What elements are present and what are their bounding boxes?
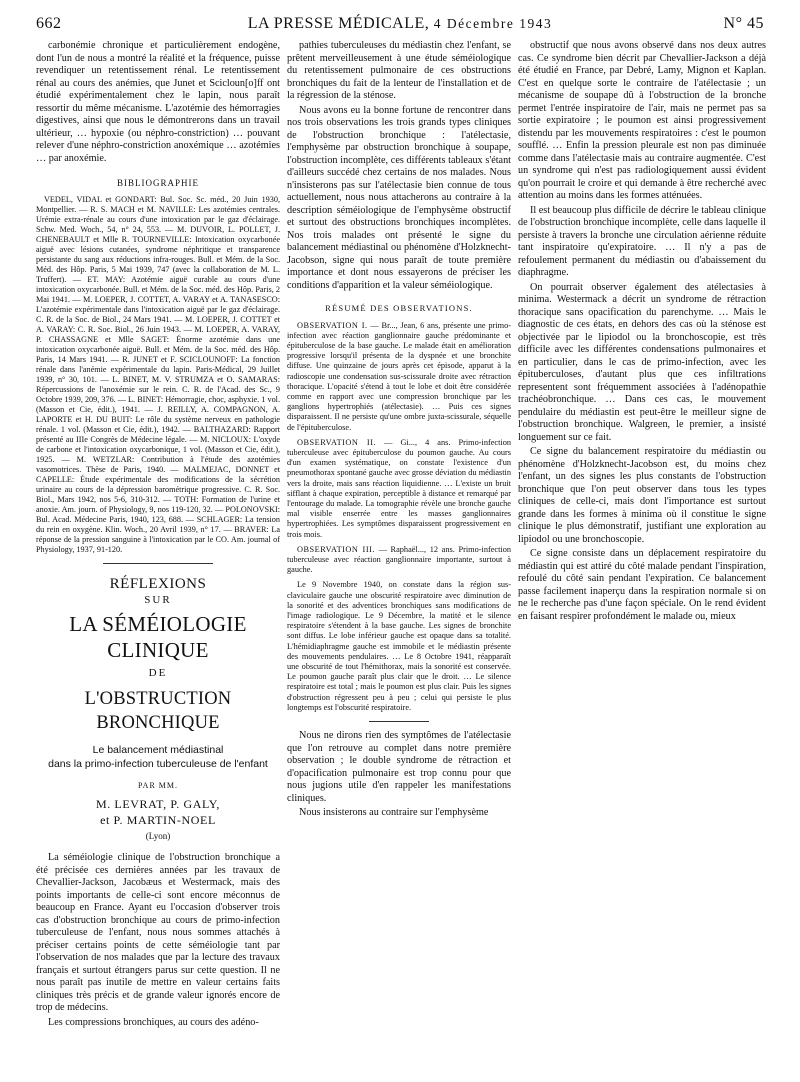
article-title-block <box>36 575 280 843</box>
body-paragraph: Nous insisterons au contraire sur l'emphysème <box>299 807 489 819</box>
section-divider <box>369 721 429 722</box>
bibliography-text: VEDEL, VIDAL et GONDART: Bul. Soc. Sc. méd., 20 Juin 1930, Montpellier. — R. S. MACH et M. NAVILLE: Les azotémies centrales. Urémie extra-rénale au cours d'une intoxication par le gaz d'éclairage. Schw. Med. Woch., 54, n° 24, 553. — M. DUVOIR, L. POLLET, J. CHENEBAULT et Mlle R. TOURNEVILLE: Intoxication oxycarbonée aiguë avec lésions cutanées, syndrome néphritique et transparence persistante du sang aux réductions infra-rouges. Bull. et Mém. de la Soc. Méd. des Hôp. Paris, 5 Mai 1939, 747 (avec la collaboration de M. L. Truffert). — ET. MAY: Azotémie aiguë curable au cours d'une intoxication oxycarbonée. Bull. et Mém. de la Soc. méd. des Hôp. Paris, 2 Mai 1941. — M. LOEPER, J. COTTET, A. VARAY et A. TANASESCO: L'azotémie expérimentale dans l'intoxication aiguë par le gaz d'éclairage. C. R. de la Soc. de Biol., 24 Mars 1941. — M. LOEPER, J. COTTET et A. VARAY: C. R. Soc. Biol., 26 Juin 1943. — M. LOEPER, A. VARAY, P. CHASSAGNE et Mlle SAGET: Énorme azotémie dans une intoxication oxycarbonée aiguë. Bull. et Mém. de la Soc. méd. des Hôp. Paris, 14 Mars 1941. — R. JUNET et F. SCICLOUNOFF: La fonction rénale dans l'anémie expérimentale du lapin. Paris-Médical, 29 Juillet 1939, n° 30, 101. — L. BINET, M. V. STRUMZA et O. SAMARAS: Répercussions de l'anoxémie sur le rein. C. R. de l'Acad. des Sc., 9 Octobre 1939, 209, 376. — L. BINET: Hémorragie, choc, asphyxie. 1 vol. (Masson et Cie, édit.), 1941. — J. REILLY, A. COMPAGNON, A. LAPORTE et H. DU BUIT: Le rôle du système nerveux en pathologie rénale. 1 vol. (Masson et Cie, édit.), 1942. — BALTHAZARD: Rapport présenté au IIIe Congrès de Médecine légale. — M. NICLOUX: L'oxyde de carbone et l'intoxication oxycarbonique, 1 vol. (Masson et Cie, édit.), 1925. — M. WETZLAR: Contribution à l'étude des azotémies vasomotrices. Thèse de Paris, 1940. — MALMEJAC, DONNET et CAPELLE: Étude expérimentale des modifications de la sécrétion urinaire au cours de la dépression barométrique progressive. C. R. Soc. Biol., Mars 1942, nos 5-6, 310-312. — TOTH: Formation de l'urine et anoxie. Am. journ. of Physiology, 9, nos 119-120, 32. — POLONOVSKI: Bul. Acad. Médecine Paris, 1940, 123, 688. — SCHLAGER: La tension du rein en oxygène. Klin. Woch., 20 Avril 1939, n° 17. — BRAVER: La réponse de la pression sanguine à l'intoxication par le CO. Am. journal of Physiology, 1937, 91-120. <box>36 194 280 554</box>
observation-text: — Gi..., 4 ans. Primo-infection tuberculeuse avec épituberculose du poumon gauche. Au cours d'un examen systématique, on constate l'existence d'un pneumothorax spontané gauche avec grosse déviation du médiastin vers la droite, mais sans réaction liquidienne. … L'existe un bruit sifflant à chaque expiration, perceptible à distance et remarqué par l'entourage du malade. La tomographie révèle une bronche gauche mal visible enserrée entre les masses ganglionnaires hypertrophiées. Les symptômes disparaissent progressivement en trois mois. <box>287 437 511 539</box>
journal-title <box>96 15 704 33</box>
body-paragraph: On pourrait observer également des atélectasies à minima. Westermack a décrit un syndrome de rétraction thoracique sans opacification du parenchyme. … Mais le diagnostic de ces états, en dehors des cas où la sténose est objectivée par le lipiodol ou la bronchoscopie, est très difficile avec les différentes condensations pulmonaires et en particulier, dans le cas de primo-infection, avec les épituberculoses, d'autant plus que ces infiltrations representent sont fréquemment associées à l'adénopathie trachéobronchique. … Dans ces cas, le mouvement pendulaire du médiastin est peut-être le meilleur signe de l'obstruction bronchique. Walgreen, le premier, a insisté longuement sur ce fait. <box>518 281 766 443</box>
column-2 <box>287 40 511 1076</box>
observation-text: — Raphaël..., 12 ans. Primo-infection tuberculeuse avec réaction ganglionnaire importante, surtout à gauche. <box>287 544 511 575</box>
body-paragraph: Nous avons eu la bonne fortune de rencontrer dans nos trois observations les trois grands types cliniques de l'obstruction bronchique : l'atélectasie, l'emphysème par obstruction bronchique à soupape, l'obstruction incomplète, ces différents tableaux s'étant d'ailleurs succédé chez certains de nos malades. Nous n'insisterons pas sur l'atélectasie bien connue de tous actuellement, nous nous attacherons au contraire à la description séméiologique de l'emphysème obstructif et surtout des obstructions bronchiques incomplètes. Nos trois malades ont présenté le signe du balancement médiastinal ou phénomène d'Holzknecht-Jacobson, signe qui nous paraît de toute première importance et dont nous essayerons de préciser les conditions d'apparition et la valeur séméiologique. <box>287 104 511 291</box>
article-sur: SUR <box>144 594 172 606</box>
body-paragraph: Ce signe consiste dans un déplacement respiratoire du médiastin qui est attiré du côté malade pendant l'inspiration, refoulé du côté sain pendant l'expiration. Ce balancement passe facilement inaperçu dans la respiration normale si on ne le recherche pas d'une façon spéciale. On le rend évident en faisant respirer profondément le malade ou, mieux <box>518 548 766 622</box>
body-paragraph: Il est beaucoup plus difficile de décrire le tableau clinique de l'obstruction bronchique incomplète, celle dans laquelle il persiste à travers la bronche une circulation aérienne réduite tant inspiratoire qu'expiratoire. … Il n'y a pas de refoulement permanent du médiastin ou d'abaissement du diaphragme. <box>518 204 766 278</box>
body-paragraph: Ce signe du balancement respiratoire du médiastin ou phénomène d'Holzknecht-Jacobson est, du moins chez l'enfant, un des signes les plus constants de l'obstruction bronchique que l'on peut observer dans tous les types cliniques de celle-ci, mais dont l'importance est surtout grande dans les formes à minima où il constitue le signe clinique le plus démonstratif, justifiant une exploration au lipiodol ou une bronchoscopie. <box>518 446 766 545</box>
body-paragraph: La séméiologie clinique de l'obstruction bronchique a été précisée ces dernières années par les travaux de Chevallier-Jackson, Jacobæus et Westermack, mais des points importants de celle-ci sont encore méconnus de beaucoup en France. Ayant eu l'occasion d'observer trois cas d'obstruction bronchique au cours de primo-infection tuberculeuse de l'enfant, nous nous sommes attachés à préciser certains points de cette séméiologie tant par l'observation de nos malades que par la lecture des travaux français et surtout étrangers parus sur cette question. Il ne nous paraît pas inutile de mettre en valeur certains faits cliniques très précis et de grande valeur ignorés encore de trop de médecins. <box>36 852 280 1013</box>
article-kicker: RÉFLEXIONS <box>109 575 207 592</box>
column-1 <box>36 40 280 1076</box>
observation-title: OBSERVATION II. <box>297 437 377 447</box>
article-title-line-3: L'OBSTRUCTION BRONCHIQUE <box>84 689 232 733</box>
bibliography-heading: BIBLIOGRAPHIE <box>117 178 199 188</box>
article-authors-2: et P. MARTIN-NOEL <box>100 812 216 827</box>
running-header <box>36 10 764 38</box>
article-subtitle-2: dans la primo-infection tuberculeuse de l'enfant <box>48 758 268 770</box>
section-divider <box>103 563 213 564</box>
observation-title: OBSERVATION I. <box>297 320 368 330</box>
body-paragraph: pathies tuberculeuses du médiastin chez l'enfant, se prêtent merveilleusement à une étude séméiologique du retentissement pulmonaire de ces obstructions bronchiques du fait de la lenteur de l'installation et de la régression de la sténose. <box>287 40 511 101</box>
observation-3 <box>287 545 511 576</box>
observation-title: OBSERVATION III. <box>297 544 375 554</box>
observation-3-detail: Le 9 Novembre 1940, on constate dans la région sus-claviculaire gauche une obscurité respiratoire avec diminution de la sonorité et des adventices bronchiques sans modifications de l'image radiologique. Le 9 Décembre, la matité et le silence respiratoire s'étendent à la base gauche. Les signes de bronchite sont diffus. Le lobe inférieur gauche est opaque dans sa totalité. L'hémidiaphragme gauche est immobile et le médiastin présente des mouvements pendulaires. … Le 8 Octobre 1941, réapparaît une obscurité de tout l'hémithorax, mais la sonorité est conservée. Le poumon gauche paraît plus clair que le droit. … Le silence respiratoire est total ; mais le poumon est plus clair. Puis les signes d'obstruction régressent peu à peu ; celui qui persiste le plus longtemps est l'obscurité respiratoire. <box>287 580 511 712</box>
article-authors-1: M. LEVRAT, P. GALY, <box>95 796 221 811</box>
body-paragraph: obstructif que nous avons observé dans nos deux autres cas. Ce syndrome bien décrit par Chevallier-Jackson a déjà été étudié en France, par Debré, Lamy, Mignon et Kaplan. C'est en quelque sorte le contraire de l'atélectasie ; un mécanisme de soupape dû à l'obstruction de la bronche permet l'entrée inspiratoire de l'air, mais ne permet pas sa sortie expiratoire ; le poumon est ainsi progressivement distendu par les mouvements respiratoires : c'est le poumon soufflé. … Enfin la pression pleurale est non pas diminuée comme dans l'atélectasie mais au contraire augmentée. C'est un syndrome qui n'est pas radiologiquement aussi évident qu'on pourrait le croire et qui demande à être recherché avec attention au moins dans les formes atténuées. <box>518 40 766 201</box>
observations-heading: RÉSUMÉ DES OBSERVATIONS. <box>325 303 473 313</box>
article-par: PAR MM. <box>137 781 179 790</box>
column-3 <box>518 40 766 1076</box>
body-paragraph: Nous ne dirons rien des symptômes de l'atélectasie que l'on retrouve au complet dans notre première observation ; le double syndrome de rétraction et d'opacification pulmonaire est trop connu pour que nous jugions utile d'en rappeler les manifestations cliniques. <box>287 730 511 804</box>
body-paragraph: Les compressions bronchiques, au cours des adéno- <box>48 1016 259 1028</box>
article-title-line-2: DE <box>148 666 168 679</box>
article-affiliation: (Lyon) <box>145 830 171 841</box>
issue-date: 4 Décembre 1943 <box>433 16 553 31</box>
article-title-line-1: LA SÉMÉIOLOGIE CLINIQUE <box>69 611 247 662</box>
observation-text: — Br..., Jean, 6 ans, présente une primo-infection avec réaction ganglionnaire gauche prédominante et épituberculose de la base gauche. Le malade était en amélioration progressive lorsqu'il présenta de la dyspnée et une bronchite diffuse. Une quinzaine de jours après cet épisode, apparut à la radioscopie une condensation sus-scissurale droite avec rétraction thoracique. L'opacité s'étend à tout le lobe et doit être considérée comme en rapport avec une compression bronchique par les ganglions hypertrophiés (atélectasie). … Puis ces signes disparaissent. Il ne persiste qu'une ombre juxta-scissurale, séquelle de l'épituberculose. <box>287 320 511 432</box>
observation-1 <box>287 321 511 433</box>
journal-name: LA PRESSE MÉDICALE, <box>247 15 430 32</box>
article-subtitle-1: Le balancement médiastinal <box>92 744 224 756</box>
intro-paragraph: carbonémie chronique et particulièrement endogène, dont l'un de nous a montré la réalité et la fréquence, puisse revendiquer un retentissement rénal. Le retentissement rénal au cours des anémies, que Junet et Scicloun[o]ff ont étudié expérimentalement chez le lapin, nous paraît ressortir du même mécanisme. L'azotémie des hémorragies digestives, ainsi que nous le démontrerons dans un travail ultérieur, … hypoxie (ou néphro-constriction) … pouvant relever d'une néphro-constriction anoxémique … azotémies … par anoxémie. <box>36 40 280 164</box>
observation-2 <box>287 438 511 540</box>
page-number: 662 <box>36 15 62 32</box>
issue-number: N° 45 <box>723 15 764 32</box>
